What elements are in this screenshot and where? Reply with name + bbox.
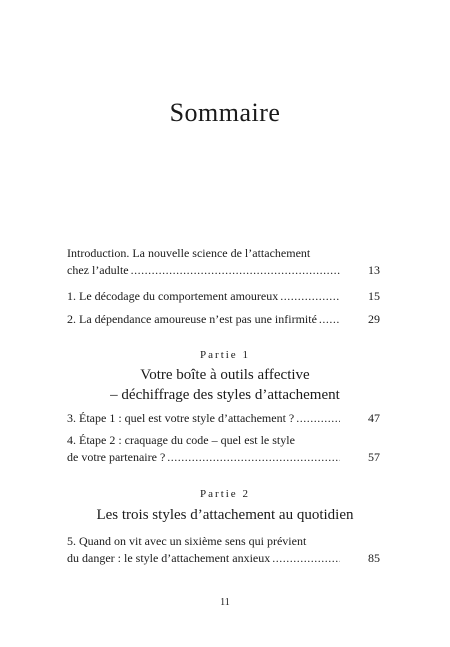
toc-entry-chapter-2 (67, 311, 380, 328)
toc-entry-text: du danger : le style d’attachement anxieux (67, 551, 271, 565)
leader-dots (296, 410, 340, 427)
part-1-title-line-2: – déchiffrage des styles d’attachement (110, 387, 340, 403)
leader-dots (131, 262, 340, 279)
toc-entry-introduction (67, 245, 380, 279)
leader-dots (319, 311, 340, 328)
toc-entry-text: chez l’adulte (67, 263, 129, 277)
toc-page-number: 29 (368, 312, 380, 326)
toc-page-number: 85 (368, 551, 380, 565)
toc-entry-chapter-5 (67, 533, 380, 567)
toc-entry-text: 2. La dépendance amoureuse n’est pas une infirmité (67, 312, 317, 326)
part-2-title-line-1: Les trois styles d’attachement au quotidien (96, 507, 354, 523)
toc-entry-text: Introduction. La nouvelle science de l’attachement (67, 246, 311, 260)
toc-entry-text: 4. Étape 2 : craquage du code – quel est le style (67, 433, 295, 447)
leader-dots (280, 288, 340, 305)
toc-page-number: 57 (368, 450, 380, 464)
toc-page-number: 13 (368, 263, 380, 277)
page-number-footer: 11 (220, 597, 230, 608)
part-1-title-line-1: Votre boîte à outils affective (140, 367, 310, 383)
page-title: Sommaire (169, 98, 281, 127)
leader-dots (167, 449, 340, 466)
leader-dots (272, 550, 340, 567)
toc-entry-text: 1. Le décodage du comportement amoureux (67, 289, 279, 303)
part-1-label: Partie 1 (200, 349, 250, 361)
part-2-label: Partie 2 (200, 488, 250, 500)
toc-entry-chapter-4 (67, 432, 380, 466)
toc-entry-text: de votre partenaire ? (67, 450, 166, 464)
toc-entry-chapter-3 (67, 410, 380, 427)
toc-entry-text: 5. Quand on vit avec un sixième sens qui prévient (67, 534, 307, 548)
toc-page-number: 47 (368, 411, 380, 425)
toc-page-number: 15 (368, 289, 380, 303)
toc-entry-chapter-1 (67, 288, 380, 305)
toc-entry-text: 3. Étape 1 : quel est votre style d’attachement ? (67, 411, 295, 425)
